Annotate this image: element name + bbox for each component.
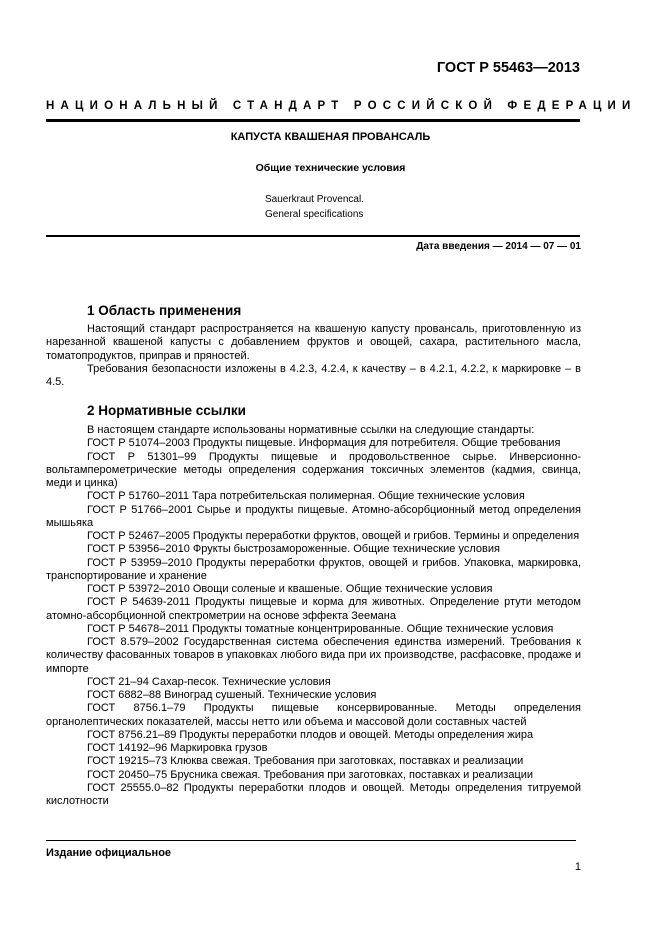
header-rule xyxy=(46,119,580,122)
section-body xyxy=(46,323,581,389)
paragraph: Настоящий стандарт распространяется на квашеную капусту провансаль, приготовленную из нарезанной квашеной капусты с добавлением фруктов и овощей, сахара, растительного масла, томатопродуктов, приправ и пряностей. xyxy=(46,323,581,362)
reference-item: ГОСТ 6882–88 Виноград сушеный. Технические условия xyxy=(87,689,377,701)
reference-item: ГОСТ 8756.21–89 Продукты переработки плодов и овощей. Методы определения жира xyxy=(87,728,534,741)
reference-item: ГОСТ 19215–73 Клюква свежая. Требования при заготовках, поставках и реализации xyxy=(87,755,524,768)
national-standard-title: НАЦИОНАЛЬНЫЙ СТАНДАРТ РОССИЙСКОЙ ФЕДЕРАЦИИ xyxy=(46,100,637,112)
reference-item: ГОСТ Р 53956–2010 Фрукты быстрозамороженные. Общие технические условия xyxy=(87,543,500,556)
english-title-line: Sauerkraut Provencal. xyxy=(265,194,364,205)
reference-item: ГОСТ Р 51301–99 Продукты пищевые и продовольственное сырье. Инверсионно-вольтамперометрические методы определения содержания токсичных элементов (кадмия, свинца, меди и цинка) xyxy=(46,450,581,489)
section-heading: 1 Область применения xyxy=(87,303,242,318)
reference-item: ГОСТ 21–94 Сахар-песок. Технические условия xyxy=(87,675,331,688)
reference-item: ГОСТ 25555.0–82 Продукты переработки плодов и овощей. Методы определения титруемой кислотности xyxy=(46,781,581,807)
paragraph: Требования безопасности изложены в 4.2.3, 4.2.4, к качеству – в 4.2.1, 4.2.2, к маркировке – в 4.5. xyxy=(46,362,581,388)
official-edition-label: Издание официальное xyxy=(46,847,172,859)
reference-item: ГОСТ Р 54639-2011 Продукты пищевые и корма для животных. Определение ртути методом атомно-абсорбционной спектрометрии на основе эффекта Зеемана xyxy=(46,596,581,622)
reference-item: ГОСТ 14192–96 Маркировка грузов xyxy=(87,742,268,754)
title-rule xyxy=(46,235,580,237)
page-number: 1 xyxy=(574,861,581,873)
section-body xyxy=(46,424,581,808)
intro-date: Дата введения — 2014 — 07 — 01 xyxy=(416,241,581,252)
gost-number: ГОСТ Р 55463—2013 xyxy=(436,60,580,76)
english-title xyxy=(265,192,364,222)
reference-item: ГОСТ Р 53972–2010 Овощи соленые и квашеные. Общие технические условия xyxy=(87,583,493,595)
reference-item: ГОСТ 20450–75 Брусника свежая. Требования при заготовках, поставках и реализации xyxy=(87,768,534,781)
paragraph: В настоящем стандарте использованы нормативные ссылки на следующие стандарты: xyxy=(87,424,535,436)
footer-rule xyxy=(46,840,576,841)
reference-item: ГОСТ Р 54678–2011 Продукты томатные концентрированные. Общие технические условия xyxy=(87,622,554,635)
reference-item: ГОСТ Р 51766–2001 Сырье и продукты пищевые. Атомно-абсорбционный метод определения мышьяка xyxy=(46,503,581,529)
section-heading: 2 Нормативные ссылки xyxy=(87,403,246,418)
reference-item: ГОСТ 8.579–2002 Государственная система обеспечения единства измерений. Требования к количеству фасованных товаров в упаковках любого вида при их производстве, расфасовке, продаже и импорте xyxy=(46,636,581,675)
reference-item: ГОСТ 8756.1–79 Продукты пищевые консервированные. Методы определения органолептических показателей, массы нетто или объема и массовой доли составных частей xyxy=(46,702,581,728)
reference-item: ГОСТ Р 53959–2010 Продукты переработки фруктов, овощей и грибов. Упаковка, маркировка, транспортирование и хранение xyxy=(46,556,581,582)
english-title-line: General specifications xyxy=(265,209,364,220)
document-subtitle: Общие технические условия xyxy=(255,162,406,174)
document-title: КАПУСТА КВАШЕНАЯ ПРОВАНСАЛЬ xyxy=(230,131,431,143)
reference-item: ГОСТ Р 52467–2005 Продукты переработки фруктов, овощей и грибов. Термины и определения xyxy=(87,530,580,542)
reference-item: ГОСТ Р 51760–2011 Тара потребительская полимерная. Общие технические условия xyxy=(87,490,525,503)
reference-item: ГОСТ Р 51074–2003 Продукты пищевые. Информация для потребителя. Общие требования xyxy=(87,437,561,450)
